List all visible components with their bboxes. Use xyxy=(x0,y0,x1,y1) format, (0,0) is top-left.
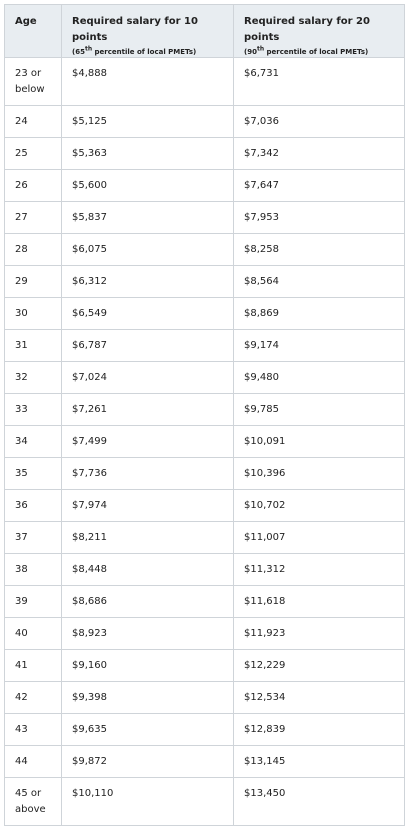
table-row xyxy=(5,490,405,522)
salary-20-cell: $13,145 xyxy=(234,746,405,778)
age-cell: 36 xyxy=(5,490,62,522)
header-10-points-title: Required salary for 10 points xyxy=(72,16,198,43)
salary-20-cell: $7,342 xyxy=(234,138,405,170)
table-row xyxy=(5,106,405,138)
salary-10-cell: $7,736 xyxy=(62,458,234,490)
age-cell: 41 xyxy=(5,650,62,682)
age-cell: 29 xyxy=(5,266,62,298)
salary-20-cell: $8,869 xyxy=(234,298,405,330)
salary-20-cell: $7,036 xyxy=(234,106,405,138)
salary-10-cell: $5,837 xyxy=(62,202,234,234)
header-20-points-title: Required salary for 20 points xyxy=(244,16,370,43)
table-row xyxy=(5,426,405,458)
table-row xyxy=(5,266,405,298)
age-cell: 27 xyxy=(5,202,62,234)
salary-20-cell: $7,647 xyxy=(234,170,405,202)
salary-20-cell: $8,564 xyxy=(234,266,405,298)
salary-20-cell: $8,258 xyxy=(234,234,405,266)
table-row xyxy=(5,586,405,618)
age-cell: 24 xyxy=(5,106,62,138)
table-header xyxy=(5,5,405,58)
age-cell: 43 xyxy=(5,714,62,746)
salary-10-cell: $6,787 xyxy=(62,330,234,362)
salary-10-cell: $9,160 xyxy=(62,650,234,682)
table-row xyxy=(5,394,405,426)
table-row xyxy=(5,682,405,714)
table-row xyxy=(5,458,405,490)
age-cell: 25 xyxy=(5,138,62,170)
salary-10-cell: $10,110 xyxy=(62,778,234,826)
salary-table xyxy=(4,4,405,826)
age-cell: 30 xyxy=(5,298,62,330)
salary-20-cell: $11,923 xyxy=(234,618,405,650)
salary-10-cell: $7,974 xyxy=(62,490,234,522)
salary-10-cell: $8,686 xyxy=(62,586,234,618)
age-cell: 32 xyxy=(5,362,62,394)
table-row xyxy=(5,522,405,554)
salary-10-cell: $7,499 xyxy=(62,426,234,458)
age-cell: 44 xyxy=(5,746,62,778)
table-row xyxy=(5,778,405,826)
salary-10-cell: $6,549 xyxy=(62,298,234,330)
salary-20-cell: $10,091 xyxy=(234,426,405,458)
header-row xyxy=(5,5,405,58)
salary-20-cell: $10,396 xyxy=(234,458,405,490)
salary-20-cell: $12,839 xyxy=(234,714,405,746)
age-cell: 33 xyxy=(5,394,62,426)
salary-20-cell: $9,785 xyxy=(234,394,405,426)
salary-10-cell: $4,888 xyxy=(62,58,234,106)
salary-20-cell: $6,731 xyxy=(234,58,405,106)
salary-20-cell: $10,702 xyxy=(234,490,405,522)
age-cell: 28 xyxy=(5,234,62,266)
header-age-label: Age xyxy=(15,16,37,27)
table-row xyxy=(5,170,405,202)
table-row xyxy=(5,618,405,650)
age-cell: 38 xyxy=(5,554,62,586)
header-20-points-note: (90th percentile of local PMETs) xyxy=(244,45,369,56)
table-row xyxy=(5,362,405,394)
table-row xyxy=(5,58,405,106)
age-cell: 45 or above xyxy=(5,778,62,826)
salary-20-cell: $7,953 xyxy=(234,202,405,234)
age-cell: 23 or below xyxy=(5,58,62,106)
salary-10-cell: $8,448 xyxy=(62,554,234,586)
table-body xyxy=(5,58,405,826)
salary-10-cell: $7,024 xyxy=(62,362,234,394)
salary-10-cell: $7,261 xyxy=(62,394,234,426)
table-row xyxy=(5,202,405,234)
table-row xyxy=(5,554,405,586)
age-cell: 40 xyxy=(5,618,62,650)
salary-10-cell: $8,211 xyxy=(62,522,234,554)
salary-10-cell: $5,125 xyxy=(62,106,234,138)
salary-10-cell: $5,363 xyxy=(62,138,234,170)
salary-20-cell: $12,229 xyxy=(234,650,405,682)
age-cell: 39 xyxy=(5,586,62,618)
salary-20-cell: $9,174 xyxy=(234,330,405,362)
age-cell: 34 xyxy=(5,426,62,458)
salary-20-cell: $11,312 xyxy=(234,554,405,586)
table-row xyxy=(5,298,405,330)
table-row xyxy=(5,746,405,778)
table-row xyxy=(5,650,405,682)
header-20-points xyxy=(234,5,405,58)
salary-20-cell: $11,618 xyxy=(234,586,405,618)
salary-20-cell: $9,480 xyxy=(234,362,405,394)
salary-10-cell: $9,398 xyxy=(62,682,234,714)
age-cell: 42 xyxy=(5,682,62,714)
salary-10-cell: $9,635 xyxy=(62,714,234,746)
salary-10-cell: $6,075 xyxy=(62,234,234,266)
salary-10-cell: $9,872 xyxy=(62,746,234,778)
header-10-points-note: (65th percentile of local PMETs) xyxy=(72,45,197,56)
age-cell: 37 xyxy=(5,522,62,554)
table-row xyxy=(5,138,405,170)
salary-20-cell: $11,007 xyxy=(234,522,405,554)
table-row xyxy=(5,330,405,362)
age-cell: 31 xyxy=(5,330,62,362)
table-row xyxy=(5,234,405,266)
header-age xyxy=(5,5,62,58)
age-cell: 26 xyxy=(5,170,62,202)
salary-20-cell: $13,450 xyxy=(234,778,405,826)
salary-10-cell: $8,923 xyxy=(62,618,234,650)
age-cell: 35 xyxy=(5,458,62,490)
salary-10-cell: $6,312 xyxy=(62,266,234,298)
salary-20-cell: $12,534 xyxy=(234,682,405,714)
header-10-points xyxy=(62,5,234,58)
salary-10-cell: $5,600 xyxy=(62,170,234,202)
table-row xyxy=(5,714,405,746)
